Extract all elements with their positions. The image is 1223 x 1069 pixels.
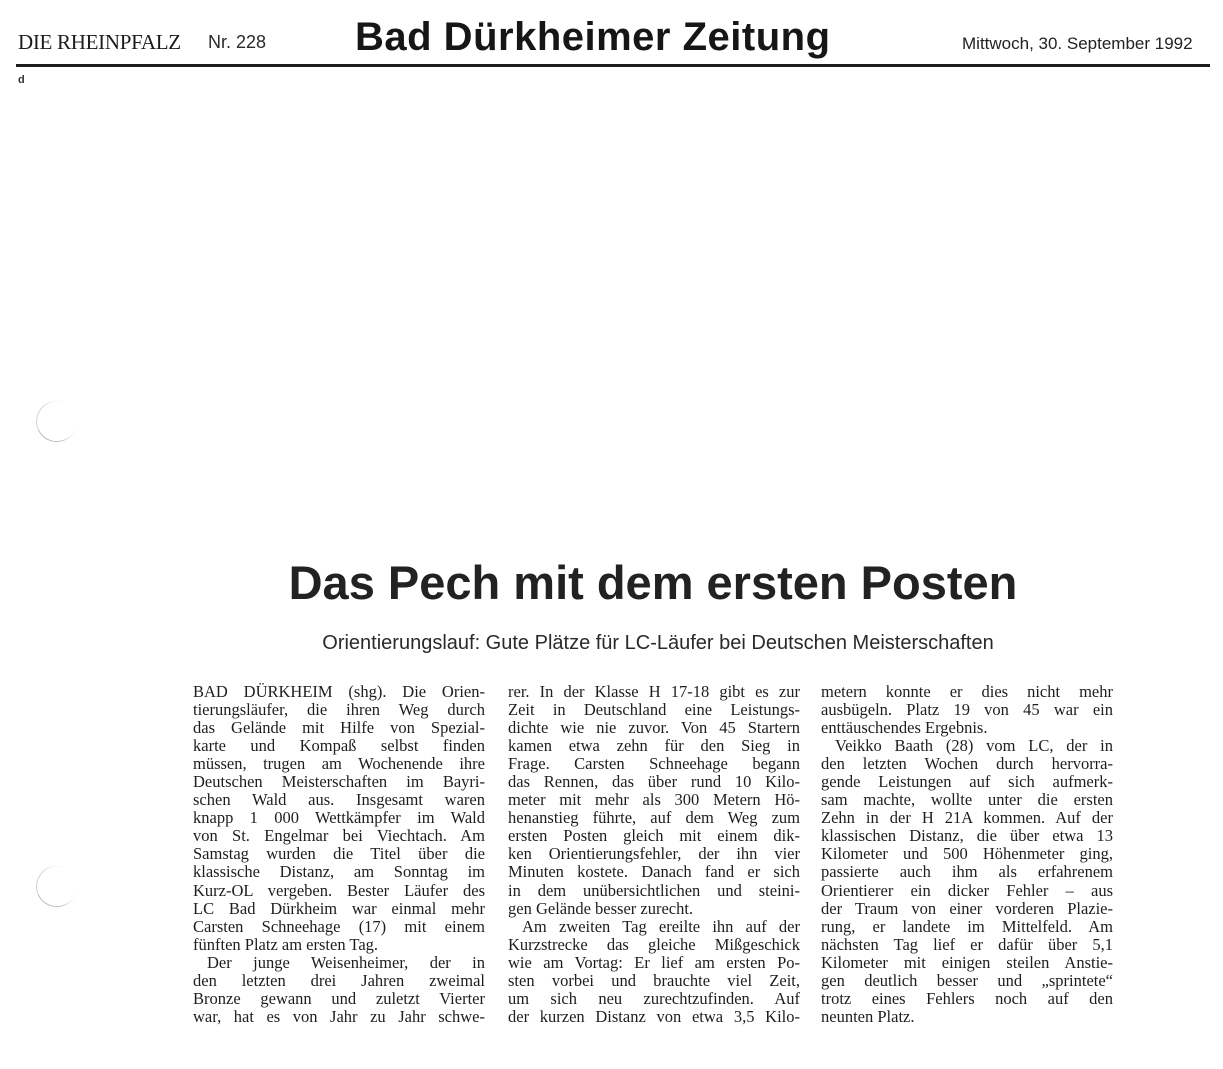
article-text-line: ken Orientierungsfehler, der ihn vier [508,844,800,864]
article-column-3 [821,683,1113,1026]
article-text-line: kamen etwa zehn für den Sieg in [508,736,800,756]
article-text-line: Frage. Carsten Schneehage begann [508,754,800,774]
masthead [0,0,1223,86]
article-headline: Das Pech mit dem ersten Posten [288,556,1018,609]
article-text-line: Samstag wurden die Titel über die [193,844,485,864]
article-text-line: passierte auch ihm als erfahrenem [821,862,1113,882]
article-text-line: nächsten Tag lief er dafür über 5,1 [821,934,1113,954]
article-text-line: müssen, trugen am Wochenende ihre [193,754,485,774]
article-text-line: Zehn in der H 21A kommen. Auf der [821,808,1113,828]
masthead-rule [16,64,1210,67]
article-text-line: Minuten kostete. Danach fand er sich [508,862,800,882]
article-text-line: ersten Posten gleich mit einem dik- [508,826,800,846]
article-text-line: fünften Platz am ersten Tag. [193,934,379,954]
article-text-line: Kilometer und 500 Höhenmeter ging, [821,844,1113,864]
article-text-line: schen Wald aus. Insgesamt waren [193,790,485,810]
article-text-line: henanstieg führte, auf dem Weg zum [508,808,800,828]
article-text-line: Deutschen Meisterschaften im Bayri- [193,772,485,792]
article-text-line: Zeit in Deutschland eine Leistungs- [508,700,800,720]
article-text-line: ausbügeln. Platz 19 von 45 war ein [821,700,1113,720]
article-text-line: rung, er landete im Mittelfeld. Am [821,916,1113,936]
article-text-line: den letzten Wochen durch hervorra- [821,754,1113,774]
article-text-line: das Rennen, das über rund 10 Kilo- [508,772,800,792]
article-text-line: Carsten Schneehage (17) mit einem [193,916,485,936]
article-text-line: Am zweiten Tag ereilte ihn auf der [522,916,800,936]
article-text-line: Kilometer mit einigen steilen Anstie- [821,952,1113,972]
article-text-line: der Traum von einer vorderen Plazie- [821,898,1113,918]
article-text-line: klassische Distanz, am Sonntag im [193,862,485,882]
article-text-line: den letzten drei Jahren zweimal [193,970,485,990]
article-text-line: Kurzstrecke das gleiche Mißgeschick [508,934,800,954]
article-text-line: der kurzen Distanz von etwa 3,5 Kilo- [508,1006,800,1026]
article-text-line: meter mit mehr als 300 Metern Hö- [508,790,800,810]
issue-number: Nr. 228 [208,32,267,52]
article-text-line: metern konnte er dies nicht mehr [821,682,1113,701]
article-text-line: klassischen Distanz, die über etwa 13 [821,826,1113,846]
article-text-line: LC Bad Dürkheim war einmal mehr [193,898,485,918]
article-subheadline: Orientierungslauf: Gute Plätze für LC-Läufer bei Deutschen Meisterschaften [322,632,994,654]
punch-hole-mark [30,860,83,913]
article-text-line: karte und Kompaß selbst finden [193,736,485,756]
article-text-line: knapp 1 000 Wettkämpfer im Wald [193,808,485,828]
article-text-line: sam machte, wollte unter die ersten [821,790,1113,810]
article-text-line: das Gelände mit Hilfe von Spezial- [193,718,485,738]
article-text-line: Der junge Weisenheimer, der in [207,952,485,972]
article-text-line: BAD DÜRKHEIM (shg). Die Orien- [193,682,485,701]
article-text-line: Veikko Baath (28) vom LC, der in [835,736,1113,756]
punch-hole-mark [30,395,83,448]
article-text-line: war, hat es von Jahr zu Jahr schwe- [193,1006,485,1026]
article-text-line: gen deutlich besser und „sprintete“ [821,970,1113,990]
article-text-line: gende Leistungen auf sich aufmerk- [821,772,1113,792]
article-text-line: von St. Engelmar bei Viechtach. Am [193,826,485,846]
publication-date: Mittwoch, 30. September 1992 [962,34,1193,53]
article-text-line: wie am Vortag: Er lief am ersten Po- [508,952,800,972]
article-text-line: dichte wie nie zuvor. Von 45 Startern [508,718,800,738]
newspaper-name: DIE RHEINPFALZ [18,30,181,54]
margin-mark: d [18,74,25,86]
article-text-line: trotz eines Fehlers noch auf den [821,988,1113,1008]
article-text-line: rer. In der Klasse H 17-18 gibt es zur [508,682,800,701]
article-text-line: neunten Platz. [821,1006,915,1026]
local-edition-title: Bad Dürkheimer Zeitung [355,15,831,59]
article-text-line: um sich neu zurechtzufinden. Auf [508,988,800,1008]
article-text-line: enttäuschendes Ergebnis. [821,718,988,738]
article-text-line: Orientierer ein dicker Fehler – aus [821,880,1113,900]
article-text-line: sten vorbei und brauchte viel Zeit, [508,970,800,990]
article-text-line: in dem unübersichtlichen und steini- [508,880,800,900]
article-text-line: tierungsläufer, die ihren Weg durch [193,700,485,720]
article-text-line: Bronze gewann und zuletzt Vierter [193,988,485,1008]
article-column-1 [193,683,485,1026]
article-text-line: Kurz-OL vergeben. Bester Läufer des [193,880,485,900]
article-text-line: gen Gelände besser zurecht. [508,898,694,918]
article-column-2 [508,683,800,1026]
